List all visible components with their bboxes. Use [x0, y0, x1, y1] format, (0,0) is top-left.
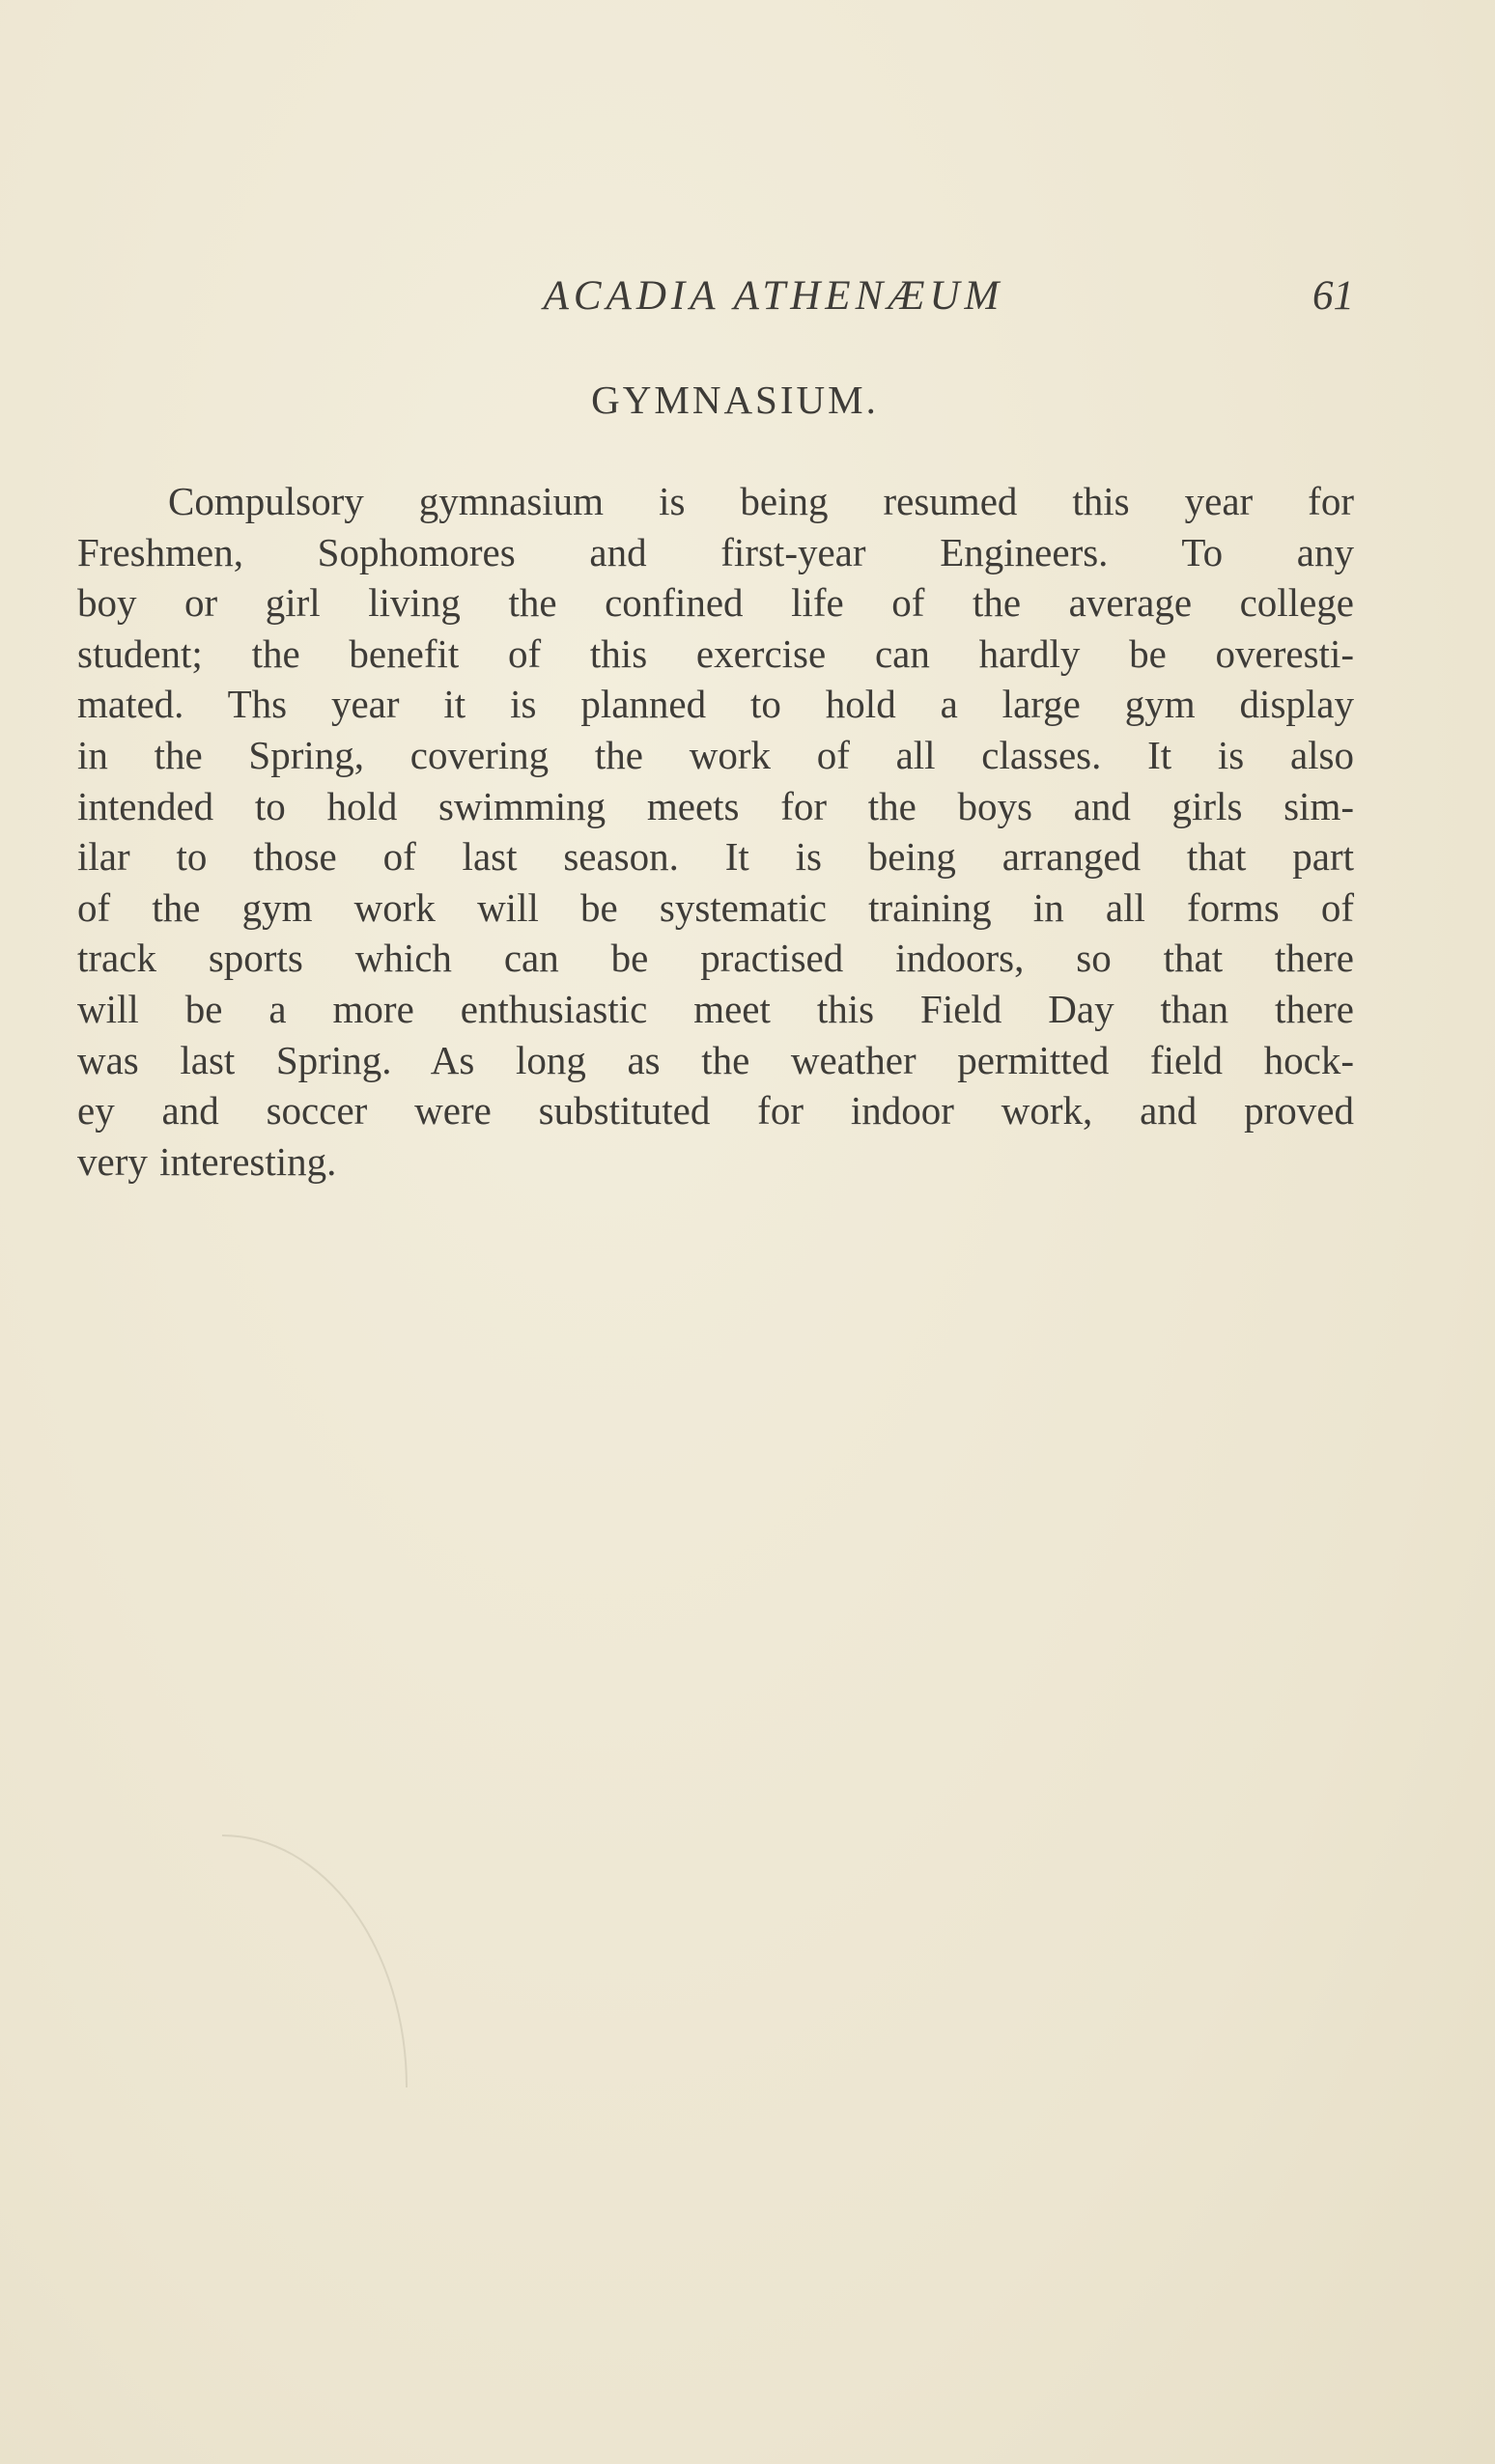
- article-body: [77, 476, 1354, 1187]
- text-line: was last Spring. As long as the weather permitted field hock-: [77, 1037, 1354, 1082]
- text-line: of the gym work will be systematic training in all forms of: [77, 884, 1354, 930]
- text-line: track sports which can be practised indoors, so that there: [77, 936, 1354, 981]
- text-line: mated. Ths year it is planned to hold a large gym display: [77, 682, 1354, 727]
- text-line: boy or girl living the confined life of the average college: [77, 580, 1354, 626]
- text-line: in the Spring, covering the work of all classes. It is also: [77, 732, 1354, 777]
- journal-title: ACADIA ATHENÆUM: [543, 273, 1004, 319]
- paper-blemish: [222, 1834, 408, 2087]
- text-line: Compulsory gymnasium is being resumed this year for: [168, 479, 1354, 523]
- text-line: ilar to those of last season. It is being arranged that part: [77, 834, 1354, 880]
- text-line: very interesting.: [77, 1138, 337, 1184]
- text-line: intended to hold swimming meets for the boys and girls sim-: [77, 783, 1354, 828]
- text-line: Freshmen, Sophomores and first-year Engineers. To any: [77, 529, 1354, 574]
- text-line: will be a more enthusiastic meet this Field Day than there: [77, 986, 1354, 1031]
- text-line: ey and soccer were substituted for indoor work, and proved: [77, 1088, 1354, 1134]
- running-head: [77, 272, 1354, 330]
- page-number: 61: [1312, 273, 1354, 319]
- section-heading: GYMNASIUM.: [591, 378, 879, 422]
- text-line: student; the benefit of this exercise can hardly be overesti-: [77, 630, 1354, 676]
